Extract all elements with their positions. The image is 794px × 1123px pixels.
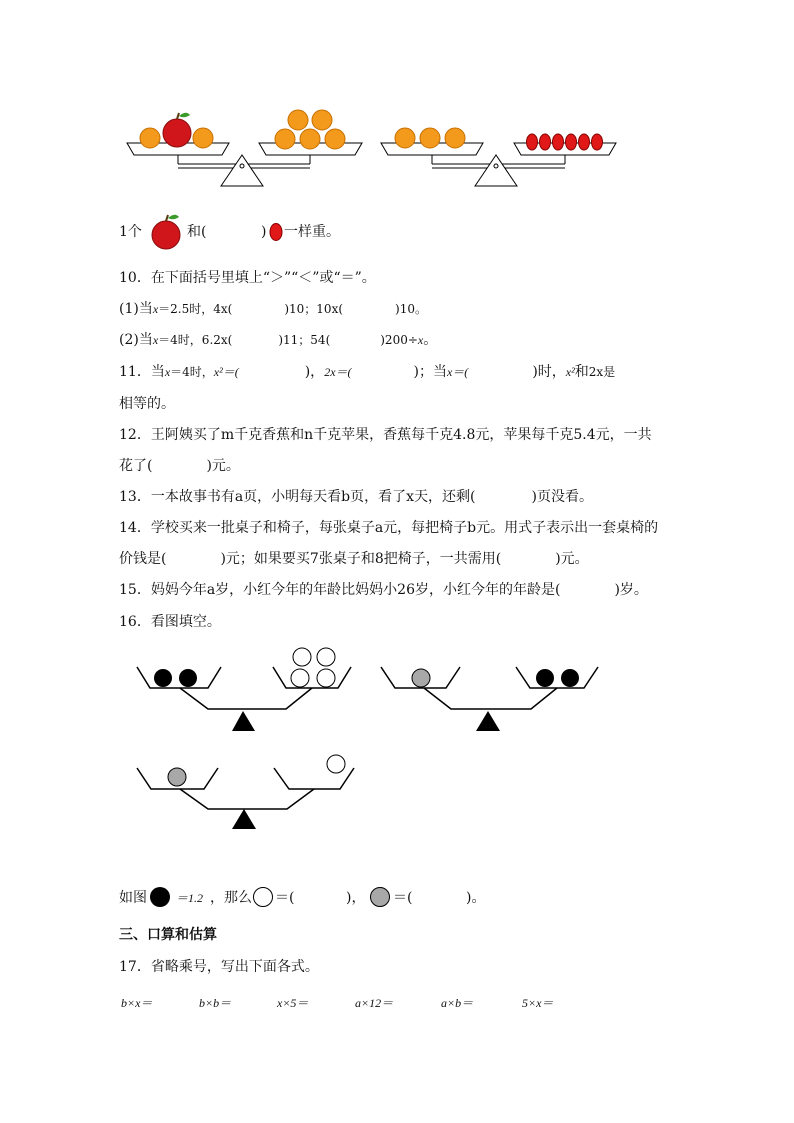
q14-line1: 14．学校买来一批桌子和椅子，每张桌子a元，每把椅子b元。用式子表示出一套桌椅的 — [119, 520, 659, 536]
q17-item: x×5＝ — [277, 996, 309, 1010]
q11-a: 11．当 — [119, 364, 165, 380]
q10-l1-a: (1)当 — [119, 301, 153, 317]
q10-l2-e: 。 — [423, 332, 438, 348]
q10-l2-a: (2)当 — [119, 332, 153, 348]
q10-l1-d: )10。 — [395, 302, 427, 316]
q17-item: a×12＝ — [355, 996, 394, 1010]
q16-title: 16．看图填空。 — [119, 614, 221, 630]
q11-expr3: x＝( — [446, 365, 469, 379]
q17-title: 17．省略乘号，写出下面各式。 — [119, 959, 319, 975]
q11-expr4: x² — [565, 365, 575, 379]
q11-c: )， — [304, 364, 325, 380]
section3-title: 三、口算和估算 — [119, 927, 217, 943]
q17-item: b×x＝ — [121, 996, 153, 1010]
q10-l2-b: ＝4时，6.2x( — [158, 333, 233, 347]
q10-l1-c: )10；10x( — [284, 302, 344, 316]
q16-answer-a: 如图 — [119, 890, 147, 906]
gray-ball-icon — [369, 886, 391, 908]
q13-a: 13．一本故事书有a页，小明每天看b页，看了x天，还剩( — [119, 489, 476, 505]
white-ball-icon — [252, 886, 274, 908]
q10-l2-var2: x — [417, 333, 424, 347]
q15-b: )岁。 — [614, 582, 648, 598]
q11-expr2: 2x＝( — [324, 365, 352, 379]
q11-line2: 相等的。 — [119, 396, 175, 412]
caption-mid: 和( — [187, 224, 207, 240]
q10-l2-d: )200÷ — [380, 333, 418, 347]
q15-a: 15．妈妈今年a岁，小红今年的年龄比妈妈小26岁，小红今年的年龄是( — [119, 582, 561, 598]
q14-line2-b: )元；如果要买7张桌子和8把椅子，一共需用( — [220, 551, 502, 567]
q16-answer-val — [176, 888, 203, 908]
q12-line2-b: )元。 — [206, 458, 240, 474]
q17-item: a×b＝ — [441, 996, 474, 1010]
q17-item: 5×x＝ — [522, 996, 554, 1010]
q14-line2-c: )元。 — [555, 551, 589, 567]
q16-answer-c: ＝( — [275, 890, 295, 906]
q10-title: 10．在下面括号里填上“＞”“＜”或“＝”。 — [119, 270, 376, 286]
q12-line1: 12．王阿姨买了m千克香蕉和n千克苹果，香蕉每千克4.8元，苹果每千克5.4元，一共 — [119, 427, 652, 443]
q10-l1-b: ＝2.5时，4x( — [158, 302, 233, 316]
q16-answer-d: )， — [346, 890, 366, 906]
q16-answer-e: ＝( — [393, 890, 413, 906]
q11-var1: x — [164, 365, 171, 379]
q16-answer-f: )。 — [466, 890, 486, 906]
q16-answer-b: ，那么 — [210, 890, 252, 906]
q10-l2-c: )11；54( — [278, 333, 331, 347]
q11-b: ＝4时， — [170, 365, 214, 379]
q10-l1-var: x — [152, 302, 159, 316]
q14-line2-a: 价钱是( — [119, 551, 167, 567]
q16-val: ＝1.2 — [176, 891, 204, 905]
black-ball-icon — [149, 886, 171, 908]
q13-b: )页没看。 — [531, 489, 593, 505]
q11-expr1: x²＝( — [213, 365, 239, 379]
caption-prefix: 1个 — [119, 224, 142, 240]
q12-line2-a: 花了( — [119, 458, 153, 474]
q11-e: )时， — [532, 364, 566, 380]
caption-end: 一样重。 — [284, 224, 340, 240]
q11-g: 2x是 — [588, 365, 616, 379]
q10-l2-var: x — [152, 333, 159, 347]
q17-item: b×b＝ — [199, 996, 232, 1010]
q11-d: )；当 — [413, 364, 447, 380]
q11-f: 和 — [574, 364, 589, 380]
caption-blank-close: ) — [261, 224, 267, 240]
